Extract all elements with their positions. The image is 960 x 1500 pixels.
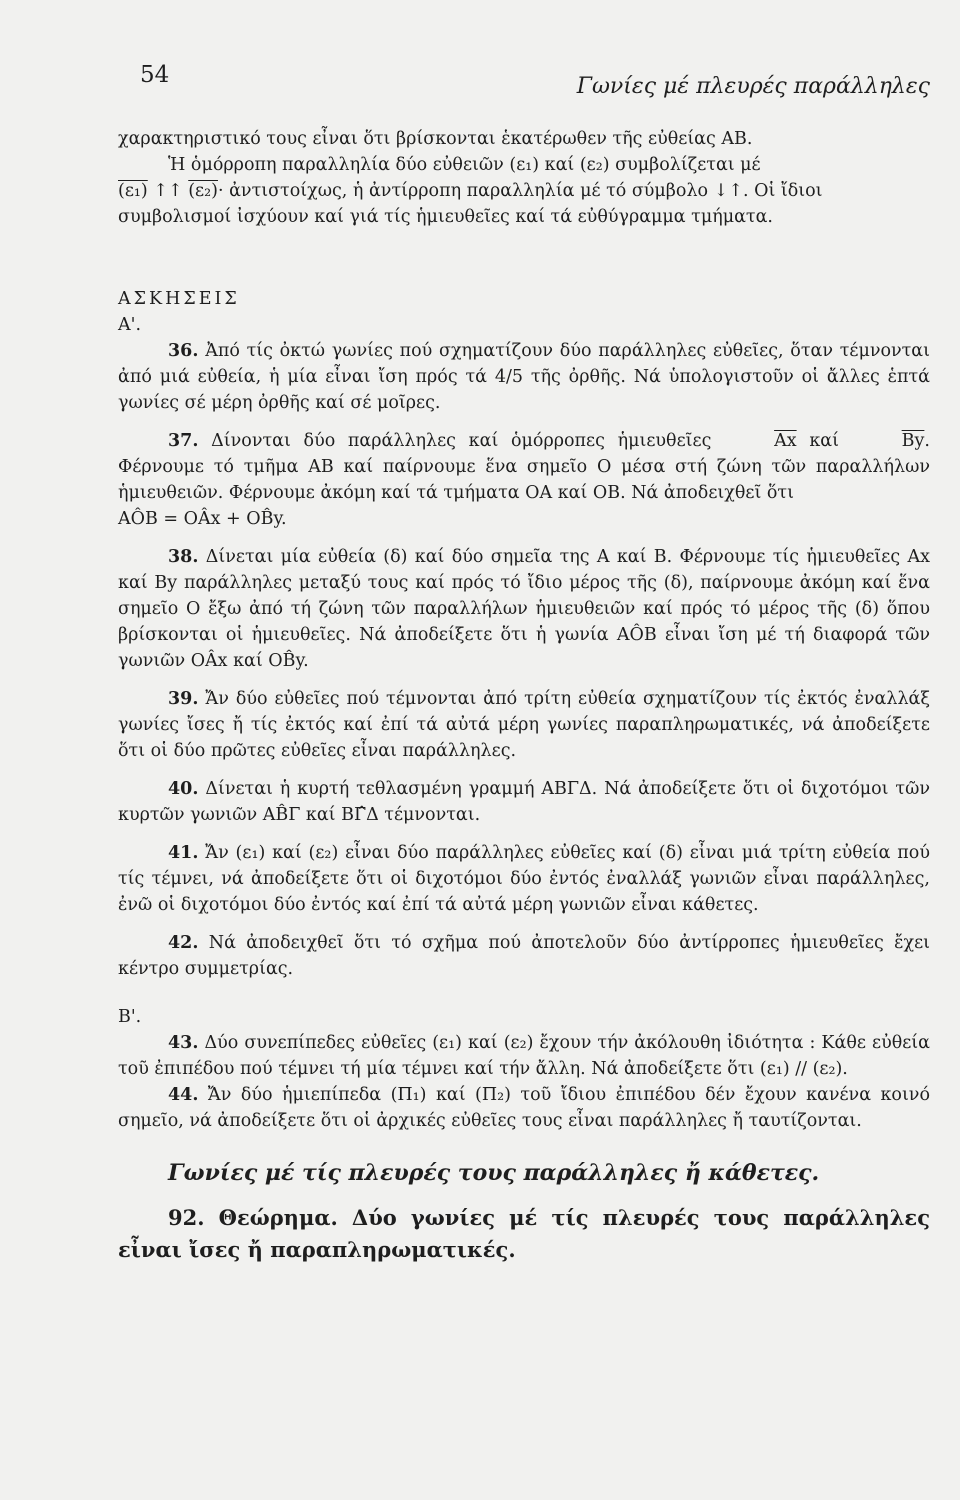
page-body [118, 126, 930, 1266]
chapter-heading: Γωνίες μέ τίς πλευρές τους παράλληλες ἤ κάθετες. [168, 1160, 820, 1186]
section-title: ΑΣΚΗΣΕΙΣ [118, 289, 240, 309]
angle-formula: ΑÔΒ = ΟÂx + ΟB̂y. [118, 509, 287, 529]
exercise-number: 44. [168, 1085, 199, 1105]
exercise-text: Δίνονται δύο παράλληλες καί ὁμόρροπες ἡμιευθεῖες [211, 431, 712, 451]
running-title: Γωνίες μέ πλευρές παράλληλες [576, 74, 930, 99]
exercise-number: 42. [168, 933, 199, 953]
exercise-number: 38. [168, 547, 199, 567]
exercise-text: καί [809, 431, 839, 451]
exercise-40 [118, 776, 930, 828]
exercise-number: 37. [168, 431, 199, 451]
theorem-statement: Δύο γωνίες μέ τίς πλευρές τους παράλληλες εἶναι ἴσες ἤ παραπληρωματικές. [118, 1205, 930, 1262]
exercise-number: 39. [168, 689, 199, 709]
exercise-text: Ἄν δύο ἡμιεπίπεδα (Π₁) καί (Π₂) τοῦ ἴδιου ἐπιπέδου δέν ἔχουν κανένα κοινό σημεῖο, νά ἀποδείξετε ὅτι οἱ ἀρχικές εὐθεῖες τους εἶναι παράλληλες ἤ ταυτίζονται. [118, 1085, 930, 1131]
vector-e1: (ε₁) [118, 181, 148, 201]
exercise-number: 43. [168, 1033, 199, 1053]
exercise-text: Δίνεται ἡ κυρτή τεθλασμένη γραμμή ΑΒΓΔ. Νά ἀποδείξετε ὅτι οἱ διχοτόμοι τῶν κυρτῶν γωνιῶν ΑB̂Γ καί ΒΓ̂Δ τέμνονται. [118, 779, 930, 825]
exercise-42 [118, 930, 930, 982]
exercise-text: . Φέρνουμε τό τμῆμα ΑΒ καί παίρνουμε ἕνα σημεῖο Ο μέσα στή ζώνη τῶν παραλλήλων ἡμιευθειῶν. Φέρνουμε ἀκόμη καί τά τμήματα ΟΑ καί ΟΒ. Νά ἀποδειχθεῖ ὅτι [118, 431, 930, 503]
exercise-43 [118, 1030, 930, 1082]
exercise-number: 36. [168, 341, 199, 361]
exercise-text: Δίνεται μία εὐθεία (δ) καί δύο σημεῖα της Α καί Β. Φέρνουμε τίς ἡμιευθεῖες Αx καί Βy παράλληλες μεταξύ τους καί πρός τό ἴδιο μέρος τῆς (δ), παίρνουμε ἀκόμη καί ἕνα σημεῖο Ο ἔξω ἀπό τή ζώνη τῶν παραλλήλων ἡμιευθειῶν καί πρός τό μέρος τῆς (δ) ὅπου βρίσκονται οἱ ἡμιευθεῖες. Νά ἀποδείξετε ὅτι ἡ γωνία ΑÔΒ εἶναι ἴση μέ τή διαφορά τῶν γωνιῶν ΟÂx καί ΟB̂y. [118, 547, 930, 671]
exercise-text: Ἄν δύο εὐθεῖες πού τέμνονται ἀπό τρίτη εὐθεία σχηματίζουν τίς ἐκτός ἐναλλάξ γωνίες ἴσες ἤ τίς ἐκτός καί ἐπί τά αὐτά μέρη γωνίες παραπληρωματικές, νά ἀποδείξετε ὅτι οἱ δύο πρῶτες εὐθεῖες εἶναι παράλληλες. [118, 689, 930, 761]
page-number: 54 [140, 62, 170, 88]
theorem-number: 92. Θεώρημα. [168, 1205, 338, 1230]
exercise-number: 40. [168, 779, 199, 799]
exercise-text: Ἄν (ε₁) καί (ε₂) εἶναι δύο παράλληλες εὐθεῖες καί (δ) εἶναι μιά τρίτη εὐθεία πού τίς τέμνει, νά ἀποδείξετε ὅτι οἱ διχοτόμοι δύο ἐντός ἐναλλάξ γωνιῶν εἶναι παράλληλες, ἐνῶ οἱ διχοτόμοι δύο ἐντός καί ἐπί τά αὐτά μέρη γωνιῶν εἶναι κάθετες. [118, 843, 930, 915]
exercise-38 [118, 544, 930, 674]
theorem-92 [118, 1202, 930, 1266]
vector-by: $\overline{By}$ [901, 431, 925, 451]
vector-ax: $\overline{Ax}$ [774, 431, 797, 451]
intro-line [118, 178, 930, 204]
exercise-text: Νά ἀποδειχθεῖ ὅτι τό σχῆμα πού ἀποτελοῦν δύο ἀντίρροπες ἡμιευθεῖες ἔχει κέντρο συμμετρίας. [118, 933, 930, 979]
part-a-label: Α'. [118, 315, 142, 335]
intro-line: συμβολισμοί ἰσχύουν καί γιά τίς ἡμιευθεῖες καί τά εὐθύγραμμα τμήματα. [118, 207, 773, 227]
exercise-37 [118, 428, 930, 506]
intro-text: · ἀντιστοίχως, ἡ ἀντίρροπη παραλληλία μέ τό σύμβολο ↓↑. Οἱ ἴδιοι [217, 181, 823, 201]
intro-line: Ἡ ὁμόρροπη παραλληλία δύο εὐθειῶν (ε₁) καί (ε₂) συμβολίζεται μέ [168, 155, 761, 175]
exercise-text: Ἀπό τίς ὀκτώ γωνίες πού σχηματίζουν δύο παράλληλες εὐθεῖες, ὅταν τέμνονται ἀπό μιά εὐθεία, ἡ μία εἶναι ἴση πρός τά 4/5 τῆς ὀρθῆς. Νά ὑπολογιστοῦν οἱ ἄλλες ἑπτά γωνίες σέ μέρη ὀρθῆς καί σέ μοῖρες. [118, 341, 930, 413]
exercise-text: Δύο συνεπίπεδες εὐθεῖες (ε₁) καί (ε₂) ἔχουν τήν ἀκόλουθη ἰδιότητα : Κάθε εὐθεία τοῦ ἐπιπέδου πού τέμνει τή μία τέμνει καί τήν ἄλλη. Νά ἀποδείξετε ὅτι (ε₁) // (ε₂). [118, 1033, 930, 1079]
exercise-41 [118, 840, 930, 918]
vector-e2: (ε₂) [188, 181, 218, 201]
exercise-44 [118, 1082, 930, 1134]
parallel-symbol: ↑↑ [153, 181, 183, 201]
part-b-label: Β'. [118, 1007, 142, 1027]
exercise-number: 41. [168, 843, 199, 863]
exercise-36 [118, 338, 930, 416]
page-header [140, 62, 930, 102]
exercise-39 [118, 686, 930, 764]
intro-line: χαρακτηριστικό τους εἶναι ὅτι βρίσκονται ἑκατέρωθεν τῆς εὐθείας ΑΒ. [118, 129, 753, 149]
